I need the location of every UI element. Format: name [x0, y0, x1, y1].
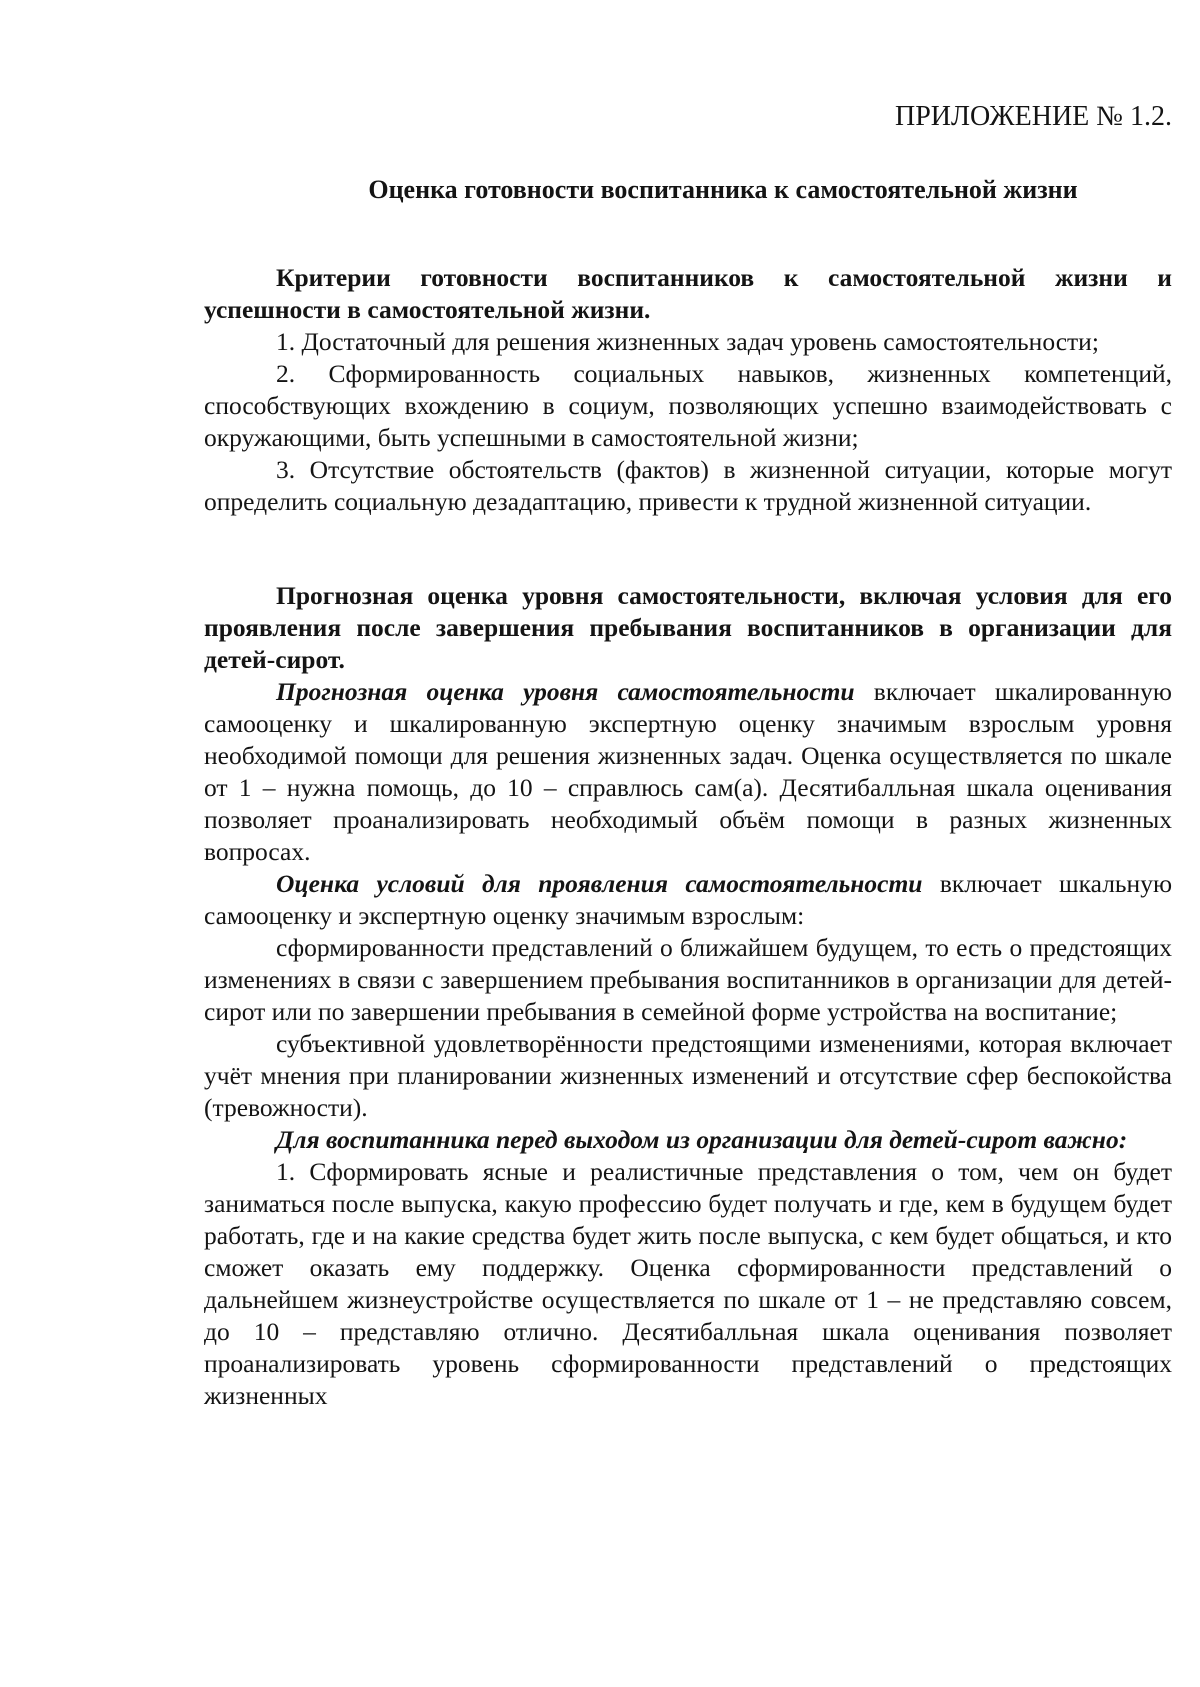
section-gap	[204, 518, 1172, 580]
important-heading: Для воспитанника перед выходом из организации для детей-сирот важно:	[276, 1125, 1128, 1154]
conditions-term: Оценка условий для проявления самостоятельности	[276, 869, 923, 898]
forecast-term: Прогнозная оценка уровня самостоятельности	[276, 677, 855, 706]
forecast-paragraph	[204, 676, 1172, 868]
forecast-heading: Прогнозная оценка уровня самостоятельности, включая условия для его проявления после завершения пребывания воспитанников в организации для детей-сирот.	[204, 581, 1172, 674]
criteria-heading: Критерии готовности воспитанников к самостоятельной жизни и успешности в самостоятельной жизни.	[204, 263, 1172, 324]
forecast-text: включает шкалированную самооценку и шкалированную экспертную оценку значимым взрослым уровня необходимой помощи для решения жизненных задач. Оценка осуществляется по шкале от 1 – нужна помощь, до 10 – справлюсь сам(а). Десятибалльная шкала оценивания позволяет проанализировать необходимый объём помощи в разных жизненных вопросах.	[204, 677, 1172, 866]
appendix-label: ПРИЛОЖЕНИЕ № 1.2.	[895, 101, 1172, 132]
criteria-item-1: 1. Достаточный для решения жизненных задач уровень самостоятельности;	[276, 327, 1099, 356]
satisfaction-paragraph: субъективной удовлетворённости предстоящими изменениями, которая включает учёт мнения при планировании жизненных изменений и отсутствие сфер беспокойства (тревожности).	[204, 1029, 1172, 1122]
document-title: Оценка готовности воспитанника к самостоятельной жизни	[368, 175, 1078, 204]
important-item-1: 1. Сформировать ясные и реалистичные представления о том, чем он будет заниматься после выпуска, какую профессию будет получать и где, кем в будущем будет работать, где и на какие средства будет жить после выпуска, с кем будет общаться, и кто сможет оказать ему поддержку. Оценка сформированности представлений о дальнейшем жизнеустройстве осуществляется по шкале от 1 – не представляю совсем, до 10 – представляю отлично. Десятибалльная шкала оценивания позволяет проанализировать уровень сформированности представлений о предстоящих жизненных	[204, 1157, 1172, 1410]
criteria-item-3: 3. Отсутствие обстоятельств (фактов) в жизненной ситуации, которые могут определить социальную дезадаптацию, привести к трудной жизненной ситуации.	[204, 455, 1172, 516]
conditions-paragraph	[204, 868, 1172, 932]
future-ideas-paragraph: сформированности представлений о ближайшем будущем, то есть о предстоящих изменениях в связи с завершением пребывания воспитанников в организации для детей-сирот или по завершении пребывания в семейной форме устройства на воспитание;	[204, 933, 1172, 1026]
conditions-text: включает шкальную самооценку и экспертную оценку значимым взрослым:	[204, 869, 1173, 930]
criteria-item-2: 2. Сформированность социальных навыков, жизненных компетенций, способствующих вхождению в социум, позволяющих успешно взаимодействовать с окружающими, быть успешными в самостоятельной жизни;	[204, 359, 1172, 452]
document-body	[204, 100, 1172, 1412]
